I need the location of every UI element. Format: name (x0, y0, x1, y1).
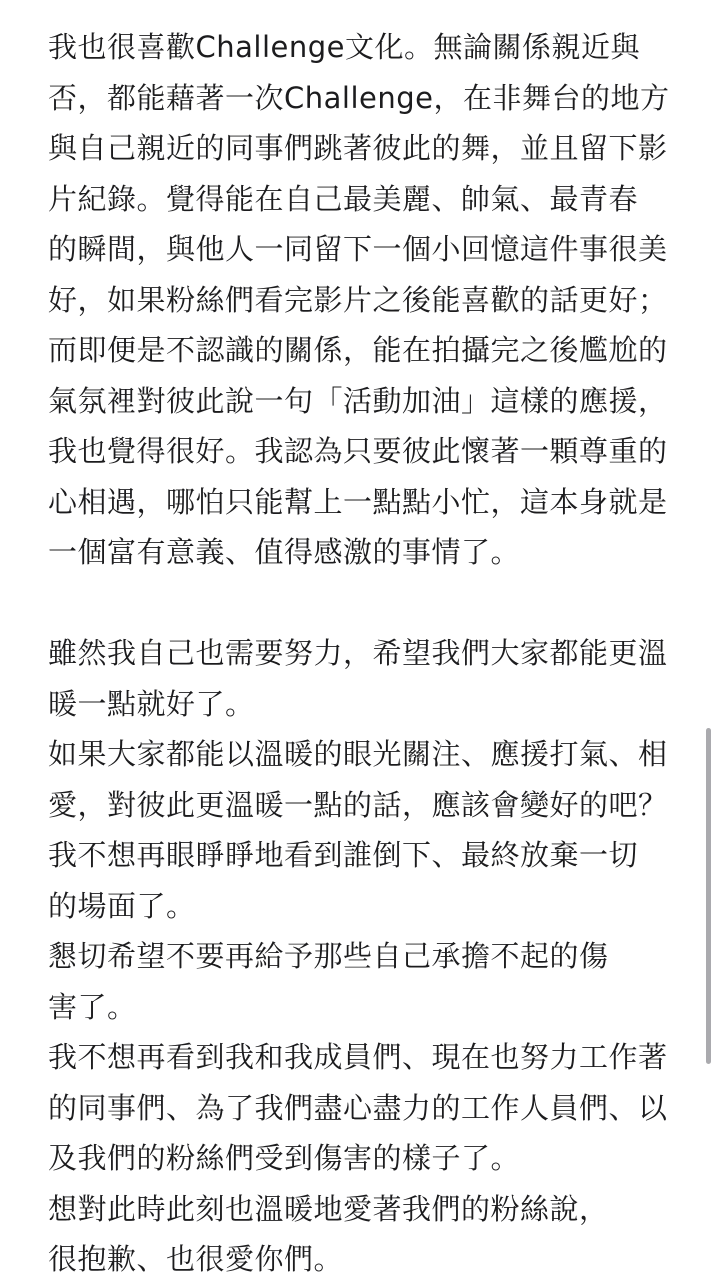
text-line: 否，都能藉著一次Challenge，在非舞台的地方 (48, 80, 670, 115)
paragraph-gap (48, 578, 688, 629)
text-line: 我不想再眼睜睜地看到誰倒下、最終放棄一切 (48, 838, 639, 872)
text-line: 愛，對彼此更溫暖一點的話，應該會變好的吧？ (48, 787, 668, 822)
text-line: 的同事們、為了我們盡心盡力的工作人員們、以 (48, 1090, 668, 1125)
text-line: 的場面了。 (48, 888, 196, 923)
text-line: 一個富有意義、值得感激的事情了。 (48, 535, 521, 569)
text-line: 好，如果粉絲們看完影片之後能喜歡的話更好； (48, 282, 668, 317)
text-line: 及我們的粉絲們受到傷害的樣子了。 (48, 1141, 521, 1175)
vertical-scrollbar[interactable] (706, 728, 711, 1064)
paragraph-1 (48, 22, 688, 578)
text-line: 片紀錄。覺得能在自己最美麗、帥氣、最青春 (48, 181, 639, 216)
text-line: 害了。 (48, 989, 137, 1024)
text-line: 雖然我自己也需要努力，希望我們大家都能更溫 (48, 636, 668, 670)
text-line: 想對此時此刻也溫暖地愛著我們的粉絲說， (48, 1191, 609, 1226)
text-line: 心相遇，哪怕只能幫上一點點小忙，這本身就是 (48, 484, 668, 519)
text-line: 懇切希望不要再給予那些自己承擔不起的傷 (48, 939, 609, 973)
paragraph-2 (48, 628, 688, 1285)
text-line: 而即便是不認識的關係，能在拍攝完之後尷尬的 (48, 333, 668, 367)
text-line: 的瞬間，與他人一同留下一個小回憶這件事很美 (48, 232, 668, 266)
text-content (48, 22, 688, 1285)
text-line: 如果大家都能以溫暖的眼光關注、應援打氣、相 (48, 737, 668, 771)
text-line: 與自己親近的同事們跳著彼此的舞，並且留下影 (48, 131, 668, 165)
text-line: 我不想再看到我和我成員們、現在也努力工作著 (48, 1040, 668, 1074)
text-line: 我也覺得很好。我認為只要彼此懷著一顆尊重的 (48, 434, 668, 468)
text-line: 很抱歉、也很愛你們。 (48, 1242, 344, 1276)
text-line: 暖一點就好了。 (48, 686, 255, 721)
text-line: 我也很喜歡Challenge文化。無論關係親近與 (48, 30, 640, 64)
text-line: 氣氛裡對彼此說一句「活動加油」這樣的應援， (48, 383, 668, 418)
